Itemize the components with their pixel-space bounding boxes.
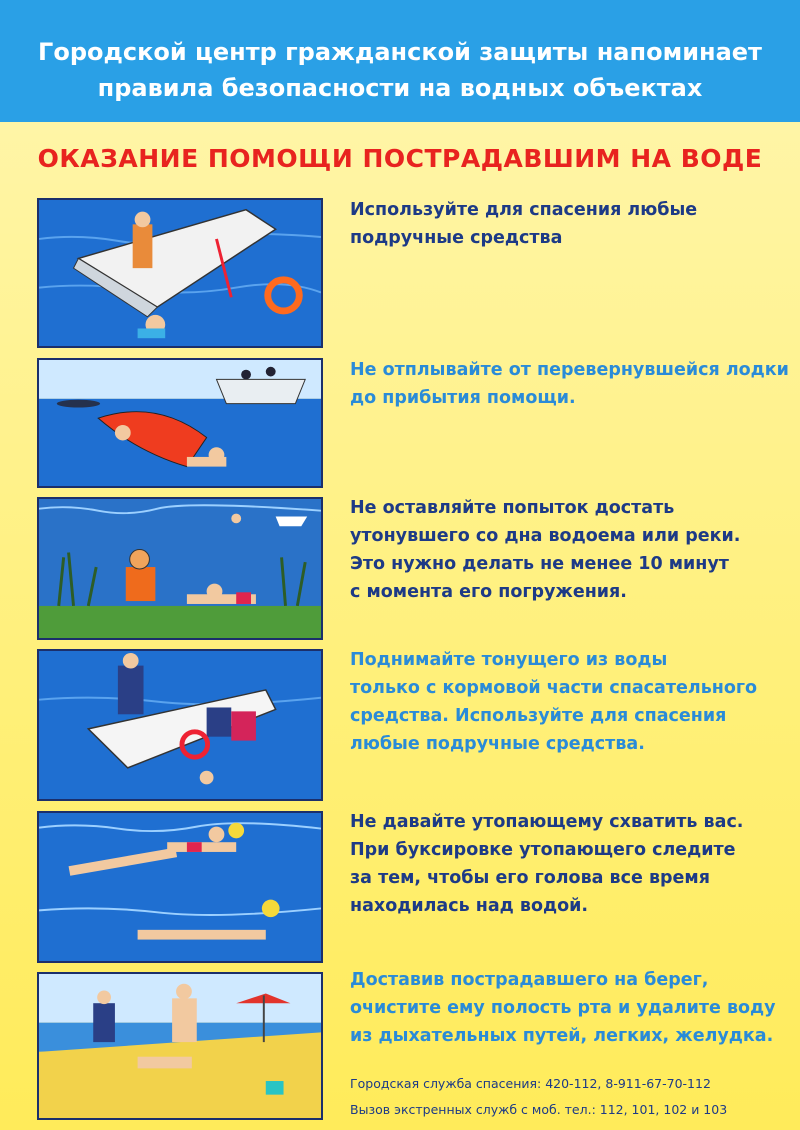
step-1-text	[350, 196, 790, 252]
step-4-line-3: средства. Используйте для спасения	[350, 706, 727, 726]
step-1-line-1: Используйте для спасения любые	[350, 200, 698, 220]
step-6-line-1: Доставив пострадавшего на берег,	[350, 970, 709, 990]
emergency-phones: Вызов экстренных служб с моб. тел.: 112, 101, 102 и 103	[350, 1102, 728, 1117]
step-6-line-2: очистите ему полость рта и удалите воду	[350, 998, 776, 1018]
capsized-boat-illustration	[37, 358, 323, 488]
step-3-line-1: Не оставляйте попыток достать	[350, 498, 675, 518]
towing-swimmer-illustration	[37, 811, 323, 963]
step-2-text	[350, 356, 790, 412]
step-4-line-2: только с кормовой части спасательного	[350, 678, 758, 698]
header-banner	[0, 0, 800, 122]
diver-illustration	[37, 497, 323, 640]
step-5-line-4: находилась над водой.	[350, 896, 589, 916]
step-3-text	[350, 494, 790, 606]
boat-rescue-illustration	[37, 198, 323, 348]
step-1-line-2: подручные средства	[350, 228, 563, 248]
step-3-line-3: Это нужно делать не менее 10 минут	[350, 554, 729, 574]
step-5-line-3: за тем, чтобы его голова все время	[350, 868, 710, 888]
step-6-text	[350, 966, 790, 1050]
step-4-line-4: любые подручные средства.	[350, 734, 645, 754]
header-line-1: Городской центр гражданской защиты напоминает	[38, 38, 762, 66]
step-4-text	[350, 646, 790, 758]
step-2-line-1: Не отплывайте от перевернувшейся лодки	[350, 360, 789, 380]
step-3-line-4: с момента его погружения.	[350, 582, 627, 602]
header-line-2: правила безопасности на водных объектах	[97, 74, 703, 102]
step-5-line-1: Не давайте утопающему схватить вас.	[350, 812, 744, 832]
step-5-line-2: При буксировке утопающего следите	[350, 840, 736, 860]
step-3-line-2: утонувшего со дна водоема или реки.	[350, 526, 741, 546]
step-4-line-1: Поднимайте тонущего из воды	[350, 650, 668, 670]
step-2-line-2: до прибытия помощи.	[350, 388, 576, 408]
step-6-line-3: из дыхательных путей, легких, желудка.	[350, 1026, 774, 1046]
poster-subtitle: ОКАЗАНИЕ ПОМОЩИ ПОСТРАДАВШИМ НА ВОДЕ	[37, 144, 763, 173]
stern-lift-illustration	[37, 649, 323, 801]
step-5-text	[350, 808, 790, 920]
rescue-service-phones: Городская служба спасения: 420-112, 8-911-67-70-112	[350, 1076, 711, 1091]
beach-first-aid-illustration	[37, 972, 323, 1120]
